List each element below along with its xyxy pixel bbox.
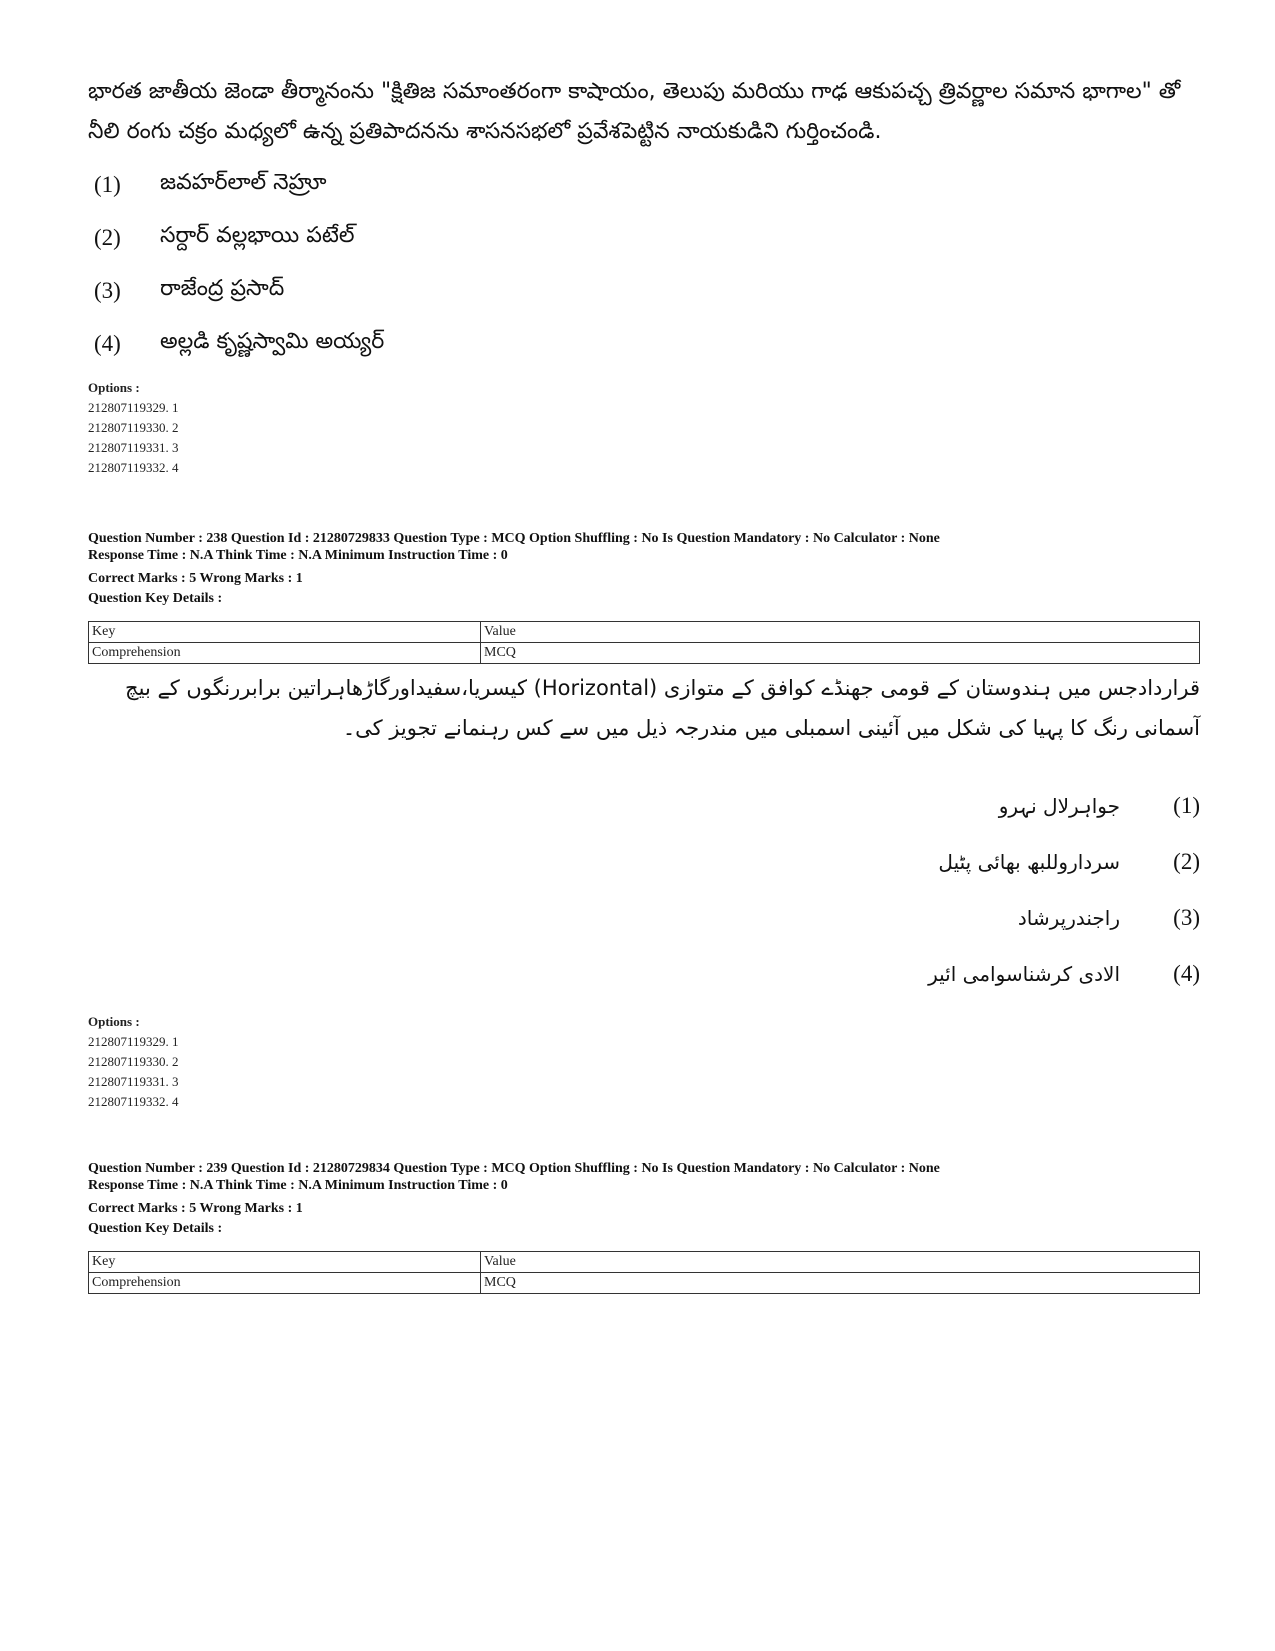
option-number: (2) (1173, 849, 1200, 874)
option-text: సర్దార్ వల్లభాయి పటేల్ (160, 222, 355, 248)
key-details-label: Question Key Details : (88, 1221, 223, 1236)
table-header-value: Value (481, 1252, 1200, 1273)
option-number: (2) (94, 224, 121, 250)
table-cell-key: Comprehension (89, 1273, 481, 1294)
question-meta-239 (88, 1160, 1200, 1238)
option-id: 212807119331. 3 (88, 440, 179, 455)
option-id: 212807119332. 4 (88, 1094, 179, 1109)
question-info-line: Question Number : 238 Question Id : 21280729833 Question Type : MCQ Option Shuffling : No Is Question Mandatory : No Calculator : None (88, 531, 940, 546)
option-item (94, 264, 694, 317)
option-id: 212807119329. 1 (88, 1034, 179, 1049)
question-meta-238 (88, 530, 1200, 608)
option-text: అల్లడి కృష్ణస్వామి అయ్యర్ (160, 328, 385, 354)
option-text: جواہرلال نہرو (998, 794, 1120, 818)
option-number: (3) (1173, 905, 1200, 930)
table-cell-key: Comprehension (89, 643, 481, 664)
table-row (89, 1273, 1200, 1294)
table-header-key: Key (89, 1252, 481, 1273)
table-cell-value: MCQ (481, 643, 1200, 664)
marks-line: Correct Marks : 5 Wrong Marks : 1 (88, 571, 303, 586)
option-id: 212807119330. 2 (88, 1054, 179, 1069)
option-list-telugu (94, 158, 694, 370)
option-id: 212807119332. 4 (88, 460, 179, 475)
table-row (89, 1252, 1200, 1273)
key-details-table (88, 621, 1200, 664)
option-ids-block (88, 378, 179, 478)
option-item (700, 946, 1200, 1002)
option-item (700, 834, 1200, 890)
option-text: راجندرپرشاد (1017, 906, 1120, 930)
option-number: (1) (94, 171, 121, 197)
option-number: (4) (1173, 961, 1200, 986)
option-item (94, 158, 694, 211)
marks-line: Correct Marks : 5 Wrong Marks : 1 (88, 1201, 303, 1216)
response-time-line: Response Time : N.A Think Time : N.A Minimum Instruction Time : 0 (88, 548, 508, 563)
option-number: (1) (1173, 793, 1200, 818)
option-item (700, 778, 1200, 834)
table-header-key: Key (89, 622, 481, 643)
key-details-label: Question Key Details : (88, 591, 223, 606)
table-header-value: Value (481, 622, 1200, 643)
table-cell-value: MCQ (481, 1273, 1200, 1294)
option-id: 212807119330. 2 (88, 420, 179, 435)
option-id: 212807119331. 3 (88, 1074, 179, 1089)
options-label: Options : (88, 380, 140, 395)
option-ids-block (88, 1012, 179, 1112)
table-row (89, 622, 1200, 643)
option-number: (4) (94, 330, 121, 356)
question-text-telugu: భారత జాతీయ జెండా తీర్మానంను "క్షితిజ సమాంతరంగా కాషాయం, తెలుపు మరియు గాఢ ఆకుపచ్చ త్రివర్ణాల సమాన భాగాల" తో నీలి రంగు చక్రం మధ్యలో ఉన్న ప్రతిపాదనను శాసనసభలో ప్రవేశపెట్టిన నాయకుడిని గుర్తించండి. (88, 79, 1181, 144)
options-label: Options : (88, 1014, 140, 1029)
option-list-urdu (700, 778, 1200, 1002)
option-item (700, 890, 1200, 946)
option-item (94, 317, 694, 370)
question-info-line: Question Number : 239 Question Id : 21280729834 Question Type : MCQ Option Shuffling : No Is Question Mandatory : No Calculator : None (88, 1161, 940, 1176)
option-text: రాజేంద్ర ప్రసాద్ (160, 275, 285, 301)
response-time-line: Response Time : N.A Think Time : N.A Minimum Instruction Time : 0 (88, 1178, 508, 1193)
table-row (89, 643, 1200, 664)
option-text: سرداروللبھ بھائی پٹیل (938, 850, 1120, 874)
key-details-table (88, 1251, 1200, 1294)
question-text-urdu: قراردادجس میں ہندوستان کے قومی جھنڈے کوافق کے متوازی (Horizontal) کیسریا،سفیداورگاڑھاہراتین برابررنگوں کے بیچ آسمانی رنگ کا پہیا کی شکل میں آئینی اسمبلی میں مندرجہ ذیل میں سے کس رہنمانے تجویز کی۔ (125, 676, 1200, 740)
option-item (94, 211, 694, 264)
option-text: الادی کرشناسوامی ائیر (928, 962, 1120, 986)
option-text: జవహర్‌లాల్ నెహ్రూ (160, 169, 327, 195)
option-id: 212807119329. 1 (88, 400, 179, 415)
option-number: (3) (94, 277, 121, 303)
